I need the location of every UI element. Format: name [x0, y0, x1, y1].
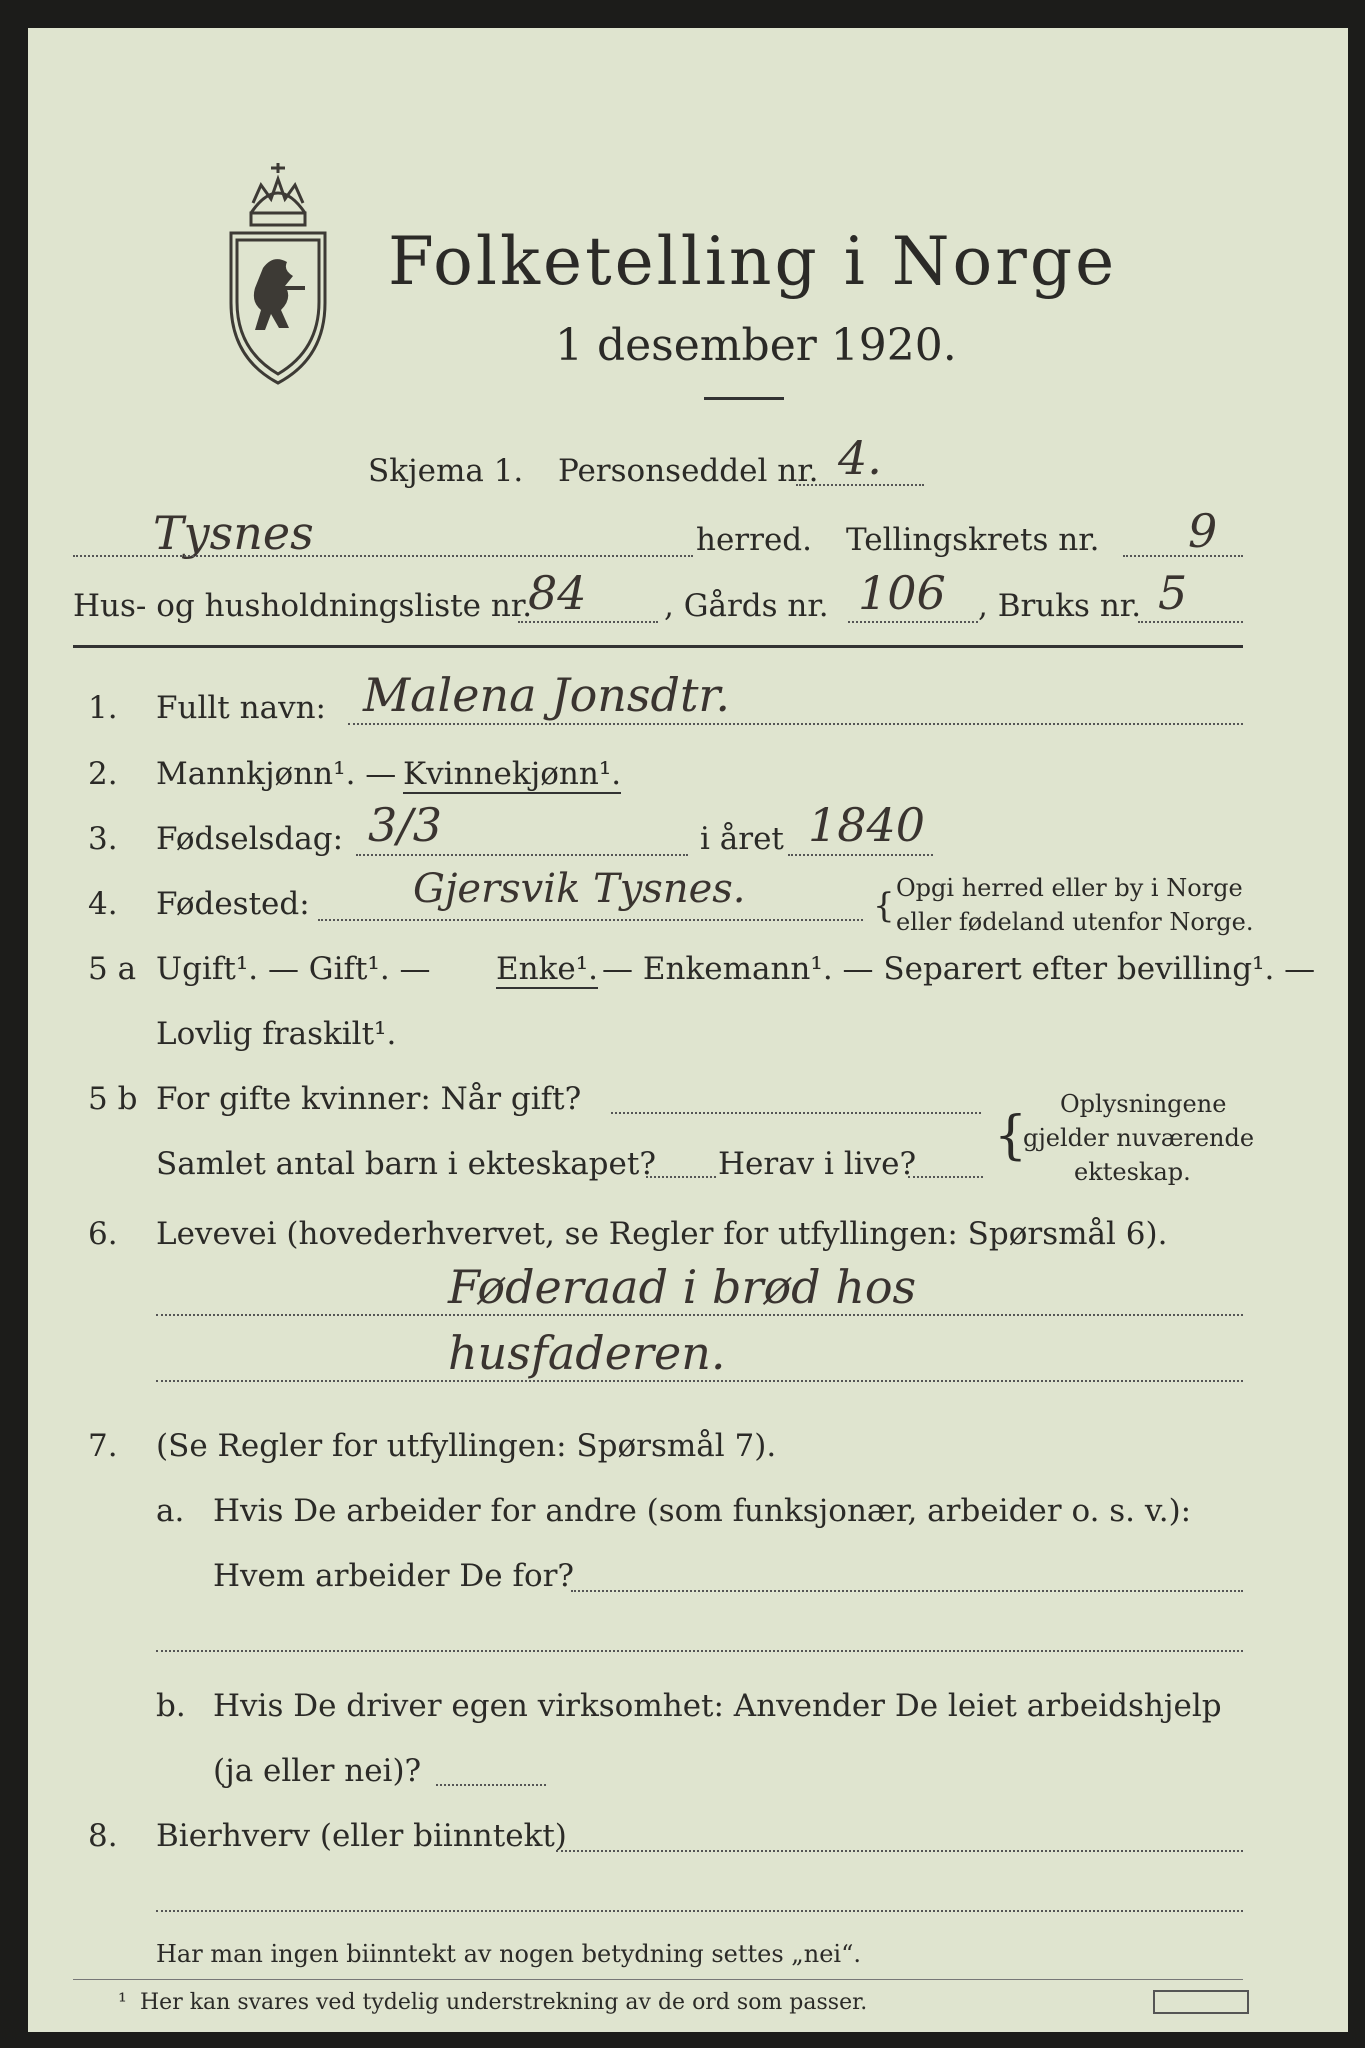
gards-value: 106: [858, 566, 946, 620]
q7a-letter: a.: [156, 1493, 185, 1529]
q3-year-label: i året: [700, 821, 784, 857]
q7b-letter: b.: [156, 1688, 186, 1724]
census-date: 1 desember 1920.: [555, 320, 957, 371]
husliste-value: 84: [528, 566, 587, 620]
q7b-line1: Hvis De driver egen virksomhet: Anvender De leiet arbeidshjelp: [213, 1688, 1222, 1724]
husliste-label: Hus- og husholdningsliste nr.: [73, 588, 533, 624]
q5a-enke-selected: Enke¹.: [496, 951, 599, 987]
q6-label: Levevei (hovederhvervet, se Regler for utfyllingen: Spørsmål 6).: [156, 1216, 1168, 1252]
gards-label: , Gårds nr.: [664, 588, 829, 624]
printer-stamp-icon: [1153, 1990, 1249, 2014]
q5b-note-line1: Oplysningene: [1060, 1090, 1227, 1118]
q8-number: 8.: [88, 1818, 118, 1854]
q1-label: Fullt navn:: [156, 690, 326, 726]
q3-number: 3.: [88, 821, 118, 857]
personseddel-value: 4.: [838, 431, 882, 485]
tellingskrets-label: Tellingskrets nr.: [846, 522, 1100, 558]
q8-label: Bierhverv (eller biinntekt): [156, 1818, 567, 1854]
footnote-mark: ¹: [118, 1990, 127, 2015]
footnote-text: Her kan svares ved tydelig understrekning av de ord som passer.: [140, 1990, 868, 2015]
q4-brace: {: [873, 886, 895, 926]
q5b-brace: {: [994, 1106, 1028, 1166]
herred-value: Tysnes: [153, 506, 314, 560]
footnote-rule: [73, 1979, 1243, 1980]
header-divider: [73, 645, 1243, 648]
q3-label: Fødselsdag:: [156, 821, 344, 857]
q5a-options-2: — Enkemann¹. — Separert efter bevilling¹. —: [602, 951, 1316, 987]
q5a-number: 5 a: [88, 951, 137, 987]
bruks-label: , Bruks nr.: [978, 588, 1142, 624]
q1-full-name: Malena Jonsdtr.: [363, 668, 730, 722]
personseddel-label: Personseddel nr.: [558, 453, 819, 489]
q5b-children-total: Samlet antal barn i ekteskapet?: [156, 1146, 656, 1182]
q5b-number: 5 b: [88, 1081, 138, 1117]
q5a-options-1: Ugift¹. — Gift¹. —: [156, 951, 431, 987]
q5b-note-line2: gjelder nuværende: [1023, 1124, 1255, 1152]
q7-number: 7.: [88, 1428, 118, 1464]
title-divider: [704, 397, 784, 400]
q6-answer-line2: husfaderen.: [448, 1326, 726, 1380]
q2-female-selected: Kvinnekjønn¹.: [403, 756, 622, 792]
bruks-value: 5: [1158, 566, 1188, 620]
q2-male: Mannkjønn¹. —: [156, 756, 397, 792]
q7a-line1: Hvis De arbeider for andre (som funksjonær, arbeider o. s. v.):: [213, 1493, 1192, 1529]
biinntekt-note: Har man ingen biinntekt av nogen betydning settes „nei“.: [156, 1940, 861, 1968]
q7b-line2: (ja eller nei)?: [213, 1753, 422, 1789]
q4-note-line2: eller fødeland utenfor Norge.: [896, 908, 1254, 936]
herred-label: herred.: [696, 522, 812, 558]
q5b-note-line3: ekteskap.: [1074, 1158, 1191, 1186]
q3-birth-date: 3/3: [368, 798, 443, 852]
q4-birthplace: Gjersvik Tysnes.: [413, 866, 746, 912]
schema-label: Skjema 1.: [368, 453, 524, 489]
q2-number: 2.: [88, 756, 118, 792]
q6-answer-line1: Føderaad i brød hos: [448, 1260, 917, 1314]
q1-number: 1.: [88, 690, 118, 726]
q5b-when-married: For gifte kvinner: Når gift?: [156, 1081, 582, 1117]
q7-label: (Se Regler for utfyllingen: Spørsmål 7).: [156, 1428, 777, 1464]
q3-birth-year: 1840: [808, 798, 926, 852]
coat-of-arms-icon: [223, 158, 333, 388]
census-form: [28, 28, 1348, 2032]
tellingskrets-value: 9: [1188, 504, 1218, 558]
q5a-options-3: Lovlig fraskilt¹.: [156, 1016, 397, 1052]
q4-label: Fødested:: [156, 886, 310, 922]
form-title: Folketelling i Norge: [388, 223, 1118, 300]
q5b-children-alive: Herav i live?: [718, 1146, 917, 1182]
q7a-line2: Hvem arbeider De for?: [213, 1558, 575, 1594]
q6-number: 6.: [88, 1216, 118, 1252]
q4-number: 4.: [88, 886, 118, 922]
q4-note-line1: Opgi herred eller by i Norge: [896, 874, 1243, 902]
